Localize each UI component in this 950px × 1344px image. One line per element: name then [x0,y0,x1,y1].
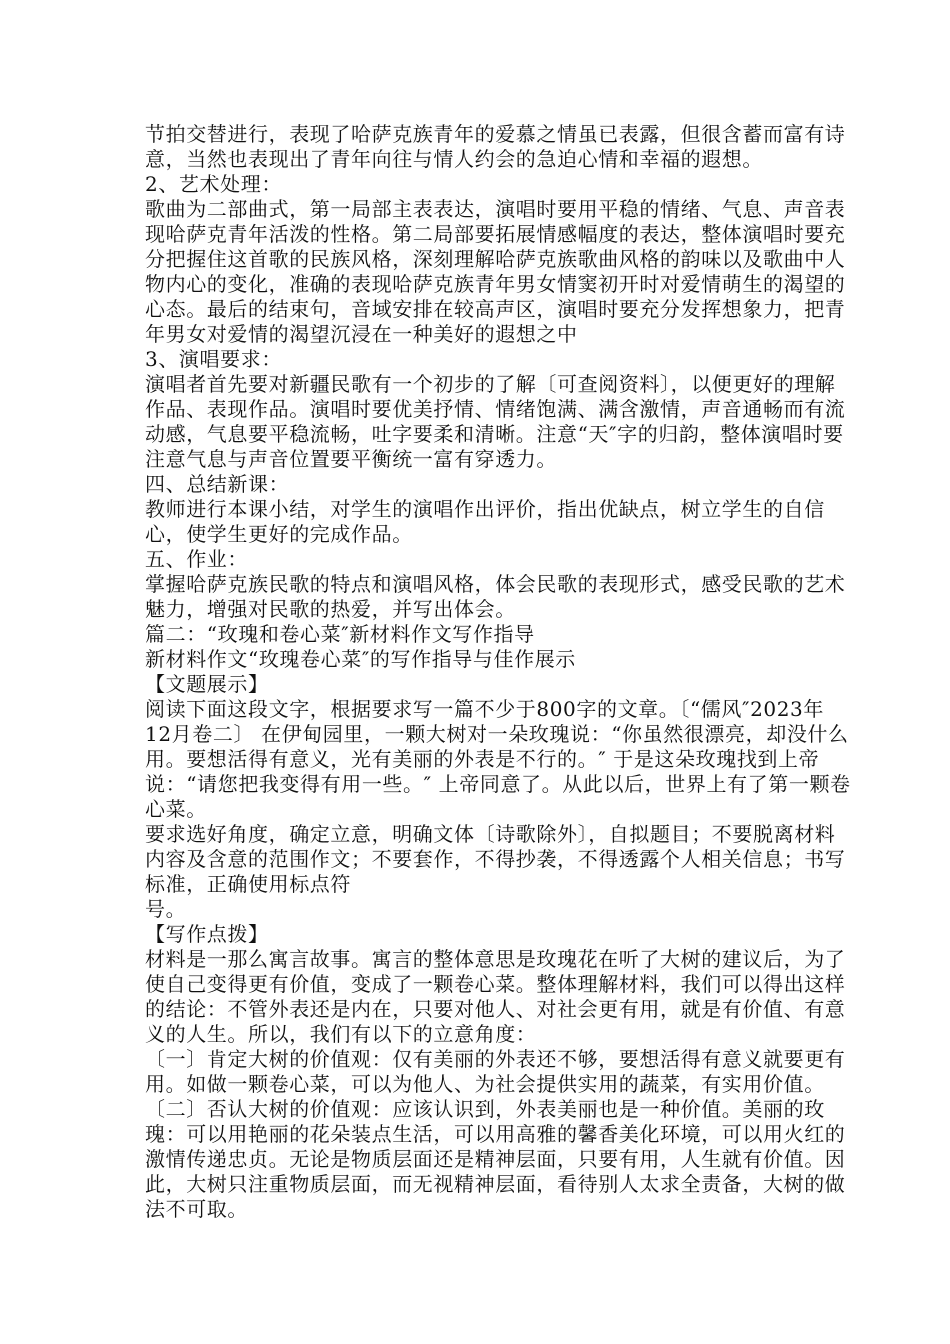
text-line: 教师进行本课小结，对学生的演唱作出评价，指出优缺点，树立学生的自信 [145,497,825,521]
text-line: 义的人生。所以，我们有以下的立意角度： [145,1022,537,1046]
text-line: 阅读下面这段文字，根据要求写一篇不少于800字的文章。〔“儒风″2023年 [145,697,824,721]
text-line: 心态。最后的结束句，音域安排在较高声区，演唱时要充分发挥想象力，把青 [145,297,846,321]
text-line: 意，当然也表现出了青年向往与情人约会的急迫心情和幸福的遐想。 [145,147,763,171]
text-line: 3、演唱要求： [145,347,282,371]
text-line: 材料是一那么寓言故事。寓言的整体意思是玫瑰花在听了大树的建议后，为了 [145,947,846,971]
text-line: 【写作点拨】 [145,922,269,946]
text-line: 号。 [145,897,187,921]
text-line: 标准，正确使用标点符 [145,872,351,896]
text-line: 分把握住这首歌的民族风格，深刻理解哈萨克族歌曲风格的韵味以及歌曲中人 [145,247,846,271]
text-line: 心菜。 [145,797,207,821]
text-line: 作品、表现作品。演唱时要优美抒情、情绪饱满、满含激情，声音通畅而有流 [145,397,846,421]
text-line: 现哈萨克青年活泼的性格。第二局部要拓展情感幅度的表达，整体演唱时要充 [145,222,846,246]
text-line: 内容及含意的范围作文；不要套作，不得抄袭，不得透露个人相关信息；书写 [145,847,846,871]
text-line: 用。如做一颗卷心菜，可以为他人、为社会提供实用的蔬菜，有实用价值。 [145,1072,825,1096]
text-line: 篇二：“玫瑰和卷心菜″新材料作文写作指导 [145,622,535,646]
text-line: 五、作业： [145,547,248,571]
text-line: 此，大树只注重物质层面，而无视精神层面，看待别人太求全责备，大树的做 [145,1172,846,1196]
text-line: 心，使学生更好的完成作品。 [145,522,413,546]
text-line: 演唱者首先要对新疆民歌有一个初步的了解〔可查阅资料〕，以便更好的理解 [145,372,836,396]
text-line: 掌握哈萨克族民歌的特点和演唱风格，体会民歌的表现形式，感受民歌的艺术 [145,572,846,596]
text-line: 物内心的变化，准确的表现哈萨克族青年男女情窦初开时对爱情萌生的渴望的 [145,272,846,296]
text-line: 动感，气息要平稳流畅，吐字要柔和清晰。注意“天″字的归韵，整体演唱时要 [145,422,844,446]
text-line: 12月卷二〕 在伊甸园里，一颗大树对一朵玫瑰说：“你虽然很漂亮，却没什么 [145,722,849,746]
text-line: 瑰：可以用艳丽的花朵装点生活，可以用高雅的馨香美化环境，可以用火红的 [145,1122,846,1146]
text-line: 〔二〕否认大树的价值观：应该认识到，外表美丽也是一种价值。美丽的玫 [145,1097,825,1121]
text-line: 要求选好角度，确定立意，明确文体〔诗歌除外〕，自拟题目；不要脱离材料 [145,822,836,846]
text-line: 魅力，增强对民歌的热爱，并写出体会。 [145,597,516,621]
text-line: 年男女对爱情的渴望沉浸在一种美好的遐想之中 [145,322,578,346]
text-line: 使自己变得更有价值，变成了一颗卷心菜。整体理解材料，我们可以得出这样 [145,972,846,996]
text-line: 歌曲为二部曲式，第一局部主表表达，演唱时要用平稳的情绪、气息、声音表 [145,197,846,221]
text-line: 的结论：不管外表还是内在，只要对他人、对社会更有用，就是有价值、有意 [145,997,846,1021]
text-line: 节拍交替进行，表现了哈萨克族青年的爱慕之情虽已表露，但很含蓄而富有诗 [145,122,846,146]
document-page [145,122,851,1222]
text-line: 〔一〕肯定大树的价值观：仅有美丽的外表还不够，要想活得有意义就要更有 [145,1047,846,1071]
text-line: 新材料作文“玫瑰卷心菜″的写作指导与佳作展示 [145,647,576,671]
text-line: 法不可取。 [145,1197,248,1221]
text-line: 【文题展示】 [145,672,269,696]
text-line: 2、艺术处理： [145,172,282,196]
text-line: 用。要想活得有意义，光有美丽的外表是不行的。″ 于是这朵玫瑰找到上帝 [145,747,820,771]
text-line: 激情传递忠贞。无论是物质层面还是精神层面，只要有用，人生就有价值。因 [145,1147,846,1171]
text-line: 说：“请您把我变得有用一些。″ 上帝同意了。从此以后，世界上有了第一颗卷 [145,772,851,796]
text-line: 注意气息与声音位置要平衡统一富有穿透力。 [145,447,557,471]
text-line: 四、总结新课： [145,472,290,496]
